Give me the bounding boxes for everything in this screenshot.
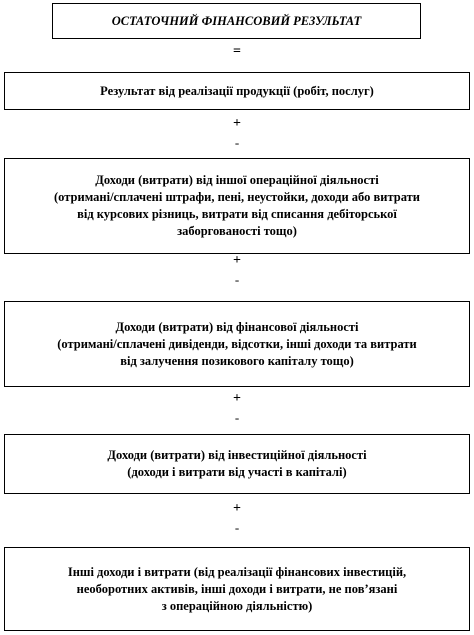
box-line: Доходи (витрати) від фінансової діяльності [115,319,359,334]
other-income-expenses-box [4,547,470,631]
other-operating-activity-box [4,158,470,254]
box-line: необоротних активів, інші доходи і витрати, не пов’язані [76,581,398,596]
box-line: (отримані/сплачені дивіденди, відсотки, інші доходи та витрати [57,336,417,351]
minus-sign: - [234,410,240,425]
investment-activity-box [4,434,470,494]
minus-sign: - [234,272,240,287]
box-line: заборгованості тощо) [177,224,297,238]
box-line: від залучення позикового капіталу тощо) [120,353,354,368]
financial-activity-box [4,301,470,387]
box-line: Інші доходи і витрати (від реалізації фінансових інвестицій, [67,564,407,579]
box-line: (отримані/сплачені штрафи, пені, неустойки, доходи або витрати [54,190,420,204]
plus-sign: + [233,501,241,516]
box-line: Доходи (витрати) від іншої операційної діяльності [95,173,379,187]
final-financial-result-box [52,3,421,39]
plus-sign: + [233,116,241,131]
minus-sign: - [234,520,240,535]
minus-sign: - [234,135,240,150]
sales-result-box [4,72,470,110]
box-line: (доходи і витрати від участі в капіталі) [127,465,347,479]
final-financial-result-title: ОСТАТОЧНИЙ ФІНАНСОВИЙ РЕЗУЛЬТАТ [111,13,362,28]
box-line: Доходи (витрати) від інвестиційної діяльності [107,448,367,462]
box-line: з операційною діяльністю) [161,598,313,613]
equals-sign: = [233,44,241,59]
box-line: Результат від реалізації продукції (робіт, послуг) [100,83,374,98]
box-line: від курсових різниць, витрати від списання дебіторської [77,207,397,221]
plus-sign: + [233,391,241,406]
plus-sign: + [233,253,241,268]
